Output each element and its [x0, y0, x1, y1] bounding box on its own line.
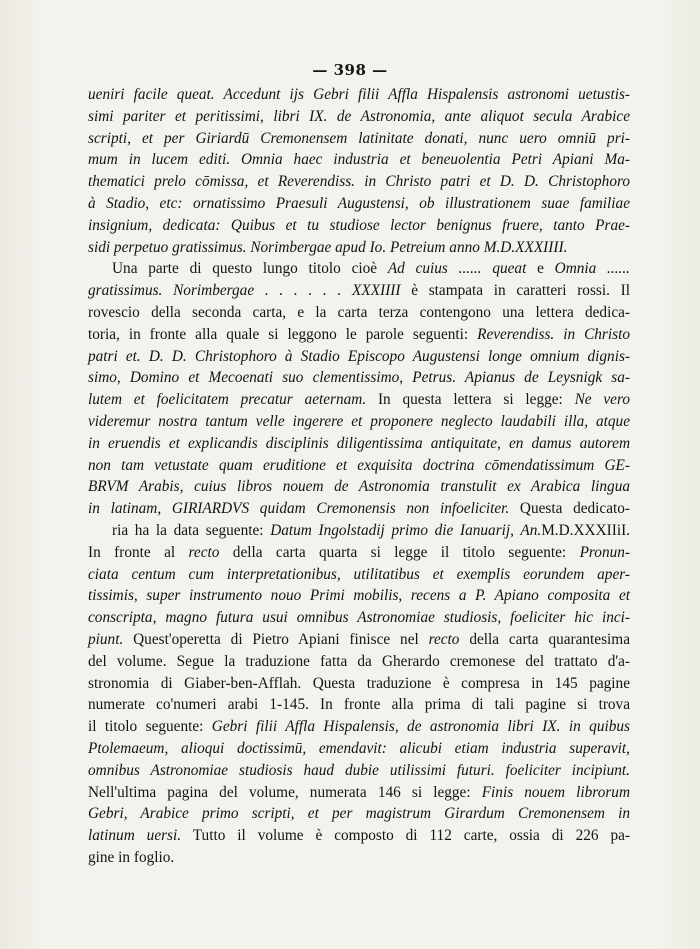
- text-line: [88, 607, 630, 629]
- roman-text: stronomia di Giaber-ben-Afflah. Questa traduzione è compresa in 145 pagine: [88, 674, 630, 692]
- text-line: [88, 847, 630, 869]
- text-line: [88, 237, 630, 259]
- roman-text: Tutto il volume è composto di 112 carte, ossia di 226 pa-: [181, 827, 631, 845]
- italic-text: omnibus Astronomiae studiosis haud dubie utilissimi futuri. foeliciter incipiunt.: [88, 761, 630, 779]
- roman-text: e: [526, 260, 555, 278]
- italic-text: Datum Ingolstadij primo die Ianuarij, An.: [270, 521, 542, 539]
- text-line: [88, 367, 630, 389]
- text-line: [88, 782, 630, 804]
- italic-text: Reverendiss. in Christo: [477, 325, 630, 343]
- text-line: [88, 193, 630, 215]
- text-line: [88, 673, 630, 695]
- roman-text: della carta quarantesima: [459, 630, 630, 648]
- italic-text: scripti, et per Giriardū Cremonensem latinitate donati, nunc uero omniū pri-: [88, 129, 630, 147]
- roman-text: del volume. Segue la traduzione fatta da Gherardo cremonese del trattato d'a-: [88, 652, 630, 670]
- roman-text: In fronte al: [88, 543, 189, 561]
- italic-text: ciata centum cum interpretationibus, utilitatibus et exemplis eorundem aper-: [88, 565, 630, 583]
- italic-text: Omnia ......: [554, 260, 630, 278]
- roman-text: rovescio della seconda carta, e la carta terza contengono una lettera dedica-: [88, 303, 630, 321]
- text-line: [88, 651, 630, 673]
- italic-text: videremur nostra tantum velle ingerere et proponere neglecto laudabili illa, atque: [88, 412, 630, 430]
- text-line: [88, 738, 630, 760]
- italic-text: non tam vetustate quam eruditione et exquisita doctrina cōmendatissimum GE-: [88, 456, 630, 474]
- italic-text: tissimis, super instrumento nouo Primi mobilis, recens a P. Apiano composita et: [88, 587, 630, 605]
- text-line: [88, 106, 630, 128]
- roman-text: toria, in fronte alla quale si leggono le parole seguenti:: [88, 325, 478, 343]
- text-line: [88, 825, 630, 847]
- italic-text: simi pariter et peritissimi, libri IX. de Astronomia, ante aliquot secula Arabice: [88, 107, 630, 125]
- text-line: [88, 694, 630, 716]
- text-line: [88, 84, 630, 106]
- italic-text: Pronun-: [579, 543, 630, 561]
- italic-text: Ne vero: [574, 391, 630, 409]
- italic-text: à Stadio, etc: ornatissimo Praesuli Augustensi, ob illustrationem suae familiae: [88, 194, 630, 212]
- text-line: [88, 585, 630, 607]
- italic-text: Ptolemaeum, alioqui doctissimū, emendavit: alicubi etiam industria superavit,: [88, 739, 630, 757]
- roman-text: numerate co'numeri arabi 1-145. In fronte alla prima di tali pagine si trova: [88, 696, 630, 714]
- roman-text: è stampata in caratteri rossi. Il: [400, 282, 630, 300]
- text-line: [88, 215, 630, 237]
- roman-text: gine in foglio.: [88, 848, 175, 866]
- italic-text: latinum uersi.: [88, 827, 182, 845]
- italic-text: patri et. D. D. Christophoro à Stadio Episcopo Augustensi longe omnium dignis-: [88, 347, 630, 365]
- roman-text: della carta quarta si legge il titolo seguente:: [219, 543, 580, 561]
- roman-text: Nell'ultima pagina del volume, numerata 146 si legge:: [88, 783, 482, 801]
- italic-text: mum in lucem editi. Omnia haec industria et beneuolentia Petri Apiani Ma-: [88, 151, 630, 169]
- italic-text: sidi perpetuo gratissimus. Norimbergae apud Io. Petreium anno M.D.XXXIIII.: [88, 238, 568, 256]
- text-line: [88, 629, 630, 651]
- text-line: [88, 498, 630, 520]
- italic-text: BRVM Arabis, cuius libros nouem de Astronomia transtulit ex Arabica lingua: [88, 478, 630, 496]
- text-line: [88, 171, 630, 193]
- text-line: [88, 760, 630, 782]
- text-line: [88, 455, 630, 477]
- roman-text: Quest'operetta di Pietro Apiani finisce nel: [123, 630, 429, 648]
- italic-text: Ad cuius ...... queat: [387, 260, 527, 278]
- text-line: [88, 258, 630, 280]
- italic-text: Finis nouem librorum: [481, 783, 630, 801]
- text-line: [88, 389, 630, 411]
- italic-text: in latinam, GIRIARDVS quidam Cremonensis non infoeliciter.: [88, 500, 510, 518]
- roman-text: il titolo seguente:: [88, 718, 212, 736]
- text-line: [88, 542, 630, 564]
- italic-text: in eruendis et explicandis disciplinis diligentissima antiquitate, en damus autorem: [88, 434, 630, 452]
- text-line: [88, 433, 630, 455]
- italic-text: simo, Domino et Mecoenati suo clementissimo, Petrus. Apianus de Leysnigk sa-: [88, 369, 630, 387]
- text-line: [88, 803, 630, 825]
- italic-text: thematici prelo cōmissa, et Reverendiss. in Christo patri et D. D. Christophoro: [88, 173, 630, 191]
- text-line: [88, 716, 630, 738]
- italic-text: ueniri facile queat. Accedunt ijs Gebri filii Affla Hispalensis astronomi uetustis-: [88, 86, 630, 103]
- italic-text: recto: [188, 543, 220, 561]
- roman-text: Questa dedicato-: [509, 500, 630, 518]
- italic-text: recto: [428, 630, 460, 648]
- italic-text: piunt.: [88, 630, 124, 648]
- text-line: [88, 149, 630, 171]
- italic-text: lutem et foelicitatem precatur aeternam.: [88, 391, 367, 409]
- text-line: [88, 346, 630, 368]
- text-line: [88, 302, 630, 324]
- body-text: [88, 84, 630, 869]
- text-line: [88, 520, 630, 542]
- text-line: [88, 476, 630, 498]
- text-line: [88, 411, 630, 433]
- roman-text: M.D.XXXIIiI.: [541, 521, 630, 539]
- text-line: [88, 564, 630, 586]
- roman-text: Una parte di questo lungo titolo cioè: [112, 260, 388, 278]
- italic-text: Gebri, Arabice primo scripti, et per magistrum Girardum Cremonensem in: [88, 805, 630, 823]
- roman-text: In questa lettera si legge:: [366, 391, 575, 409]
- italic-text: conscripta, magno futura usui omnibus Astronomiae studiosis, foeliciter hic inci-: [88, 609, 630, 627]
- page-number: — 398 —: [312, 61, 388, 79]
- italic-text: Gebri filii Affla Hispalensis, de astronomia libri IX. in quibus: [211, 718, 630, 736]
- roman-text: ria ha la data seguente:: [112, 521, 271, 539]
- text-line: [88, 280, 630, 302]
- italic-text: insignium, dedicata: Quibus et tu studiose lector benignus fruere, tanto Prae-: [88, 216, 630, 234]
- text-line: [88, 324, 630, 346]
- text-line: [88, 128, 630, 150]
- italic-text: gratissimus. Norimbergae . . . . . . XXXIIII: [88, 282, 401, 300]
